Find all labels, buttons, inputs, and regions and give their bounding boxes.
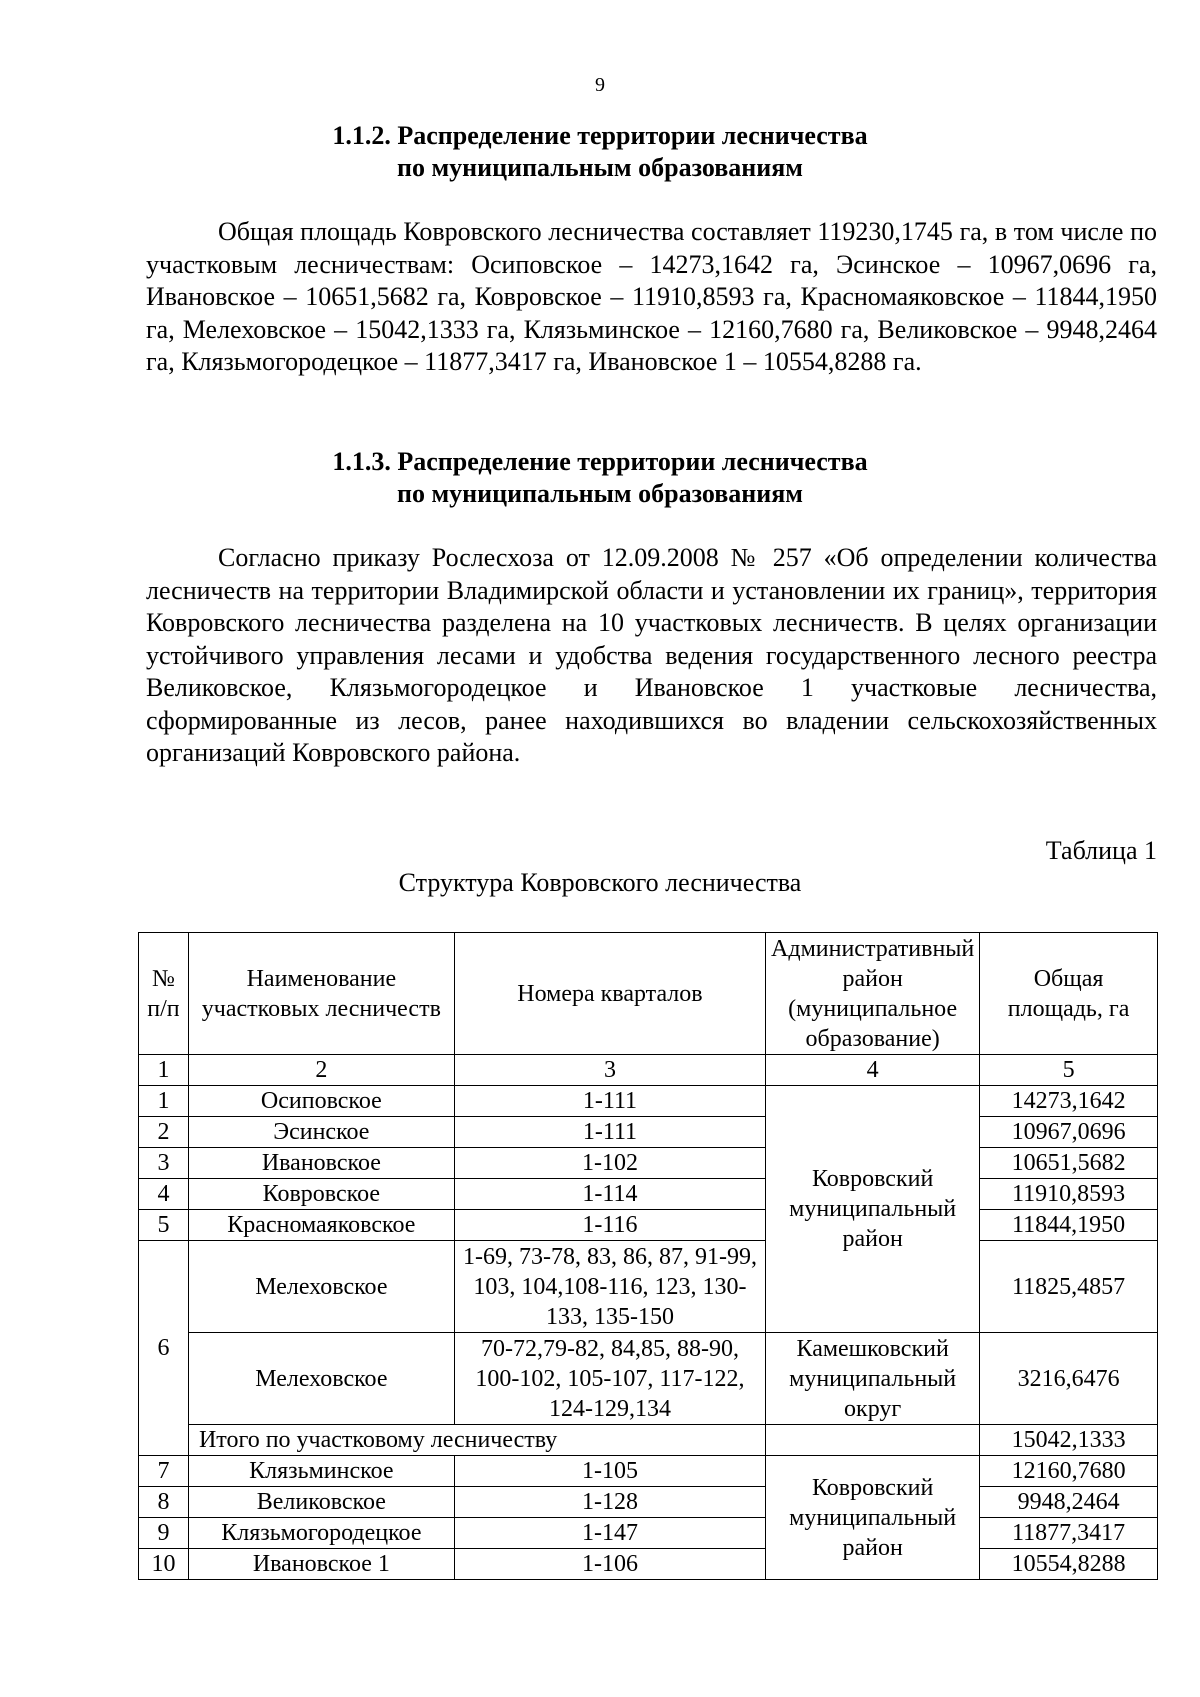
row-num: 7 bbox=[139, 1456, 189, 1487]
row-name: Великовское bbox=[188, 1487, 454, 1518]
table-label: Таблица 1 bbox=[1045, 836, 1157, 865]
header-num: № п/п bbox=[139, 933, 189, 1055]
row-quarters: 1-69, 73-78, 83, 86, 87, 91-99, 103, 104,108-116, 123, 130-133, 135-150 bbox=[454, 1241, 765, 1333]
row-area: 11825,4857 bbox=[980, 1241, 1158, 1333]
column-number: 1 bbox=[139, 1055, 189, 1086]
table-row bbox=[139, 1487, 1158, 1518]
header-area: Общая площадь, га bbox=[980, 933, 1158, 1055]
district-kovrov-1: Ковровский муниципальный район bbox=[766, 1086, 980, 1333]
header-district: Административный район (муниципальное образование) bbox=[766, 933, 980, 1055]
table-row bbox=[139, 1086, 1158, 1117]
header-quarters: Номера кварталов bbox=[454, 933, 765, 1055]
subtotal-district bbox=[766, 1425, 980, 1456]
table-row bbox=[139, 1549, 1158, 1580]
column-number: 4 bbox=[766, 1055, 980, 1086]
table-row bbox=[139, 1117, 1158, 1148]
section-113-title-line2: по муниципальным образованиям bbox=[396, 479, 804, 508]
subtotal-label: Итого по участковому лесничеству bbox=[188, 1425, 765, 1456]
table-row bbox=[139, 1148, 1158, 1179]
column-number-row bbox=[139, 1055, 1158, 1086]
table-row bbox=[139, 1518, 1158, 1549]
section-112-title-line2: по муниципальным образованиям bbox=[396, 153, 804, 182]
row-quarters: 70-72,79-82, 84,85, 88-90, 100-102, 105-107, 117-122, 124-129,134 bbox=[454, 1333, 765, 1425]
row-area: 11844,1950 bbox=[980, 1210, 1158, 1241]
row-num: 3 bbox=[139, 1148, 189, 1179]
row-name: Ковровское bbox=[188, 1179, 454, 1210]
row-num: 8 bbox=[139, 1487, 189, 1518]
row-num: 5 bbox=[139, 1210, 189, 1241]
row-quarters: 1-106 bbox=[454, 1549, 765, 1580]
row-quarters: 1-105 bbox=[454, 1456, 765, 1487]
row-num: 10 bbox=[139, 1549, 189, 1580]
row-area: 3216,6476 bbox=[980, 1333, 1158, 1425]
row-area: 10967,0696 bbox=[980, 1117, 1158, 1148]
structure-table bbox=[138, 932, 1158, 1580]
row-quarters: 1-116 bbox=[454, 1210, 765, 1241]
row-num: 4 bbox=[139, 1179, 189, 1210]
row-quarters: 1-111 bbox=[454, 1086, 765, 1117]
row-area: 12160,7680 bbox=[980, 1456, 1158, 1487]
row-quarters: 1-147 bbox=[454, 1518, 765, 1549]
district-kovrov-2: Ковровский муниципальный район bbox=[766, 1456, 980, 1580]
page-number: 9 bbox=[595, 74, 605, 96]
row-area: 11877,3417 bbox=[980, 1518, 1158, 1549]
column-number: 5 bbox=[980, 1055, 1158, 1086]
table-header-row bbox=[139, 933, 1158, 1055]
row-name: Мелеховское bbox=[188, 1241, 454, 1333]
table-row bbox=[139, 1456, 1158, 1487]
table-row bbox=[139, 1179, 1158, 1210]
row-name: Красномаяковское bbox=[188, 1210, 454, 1241]
row-area: 10651,5682 bbox=[980, 1148, 1158, 1179]
subtotal-row bbox=[139, 1425, 1158, 1456]
row-quarters: 1-114 bbox=[454, 1179, 765, 1210]
row-quarters: 1-111 bbox=[454, 1117, 765, 1148]
row-name: Ивановское bbox=[188, 1148, 454, 1179]
section-113-paragraph: Согласно приказу Рослесхоза от 12.09.2008 № 257 «Об определении количества лесничеств на территории Владимирской области и установлении их границ», территория Ковровского лесничества разделена на 10 участковых лесничеств. В целях организации устойчивого управления лесами и удобства ведения государственного лесного реестра Великовское, Клязьмогородецкое и Ивановское 1 участковые лесничества, сформированные из лесов, ранее находившихся во владении сельскохозяйственных организаций Ковровского района. bbox=[146, 543, 1157, 767]
row-name: Клязьминское bbox=[188, 1456, 454, 1487]
row-quarters: 1-102 bbox=[454, 1148, 765, 1179]
table-row bbox=[139, 1210, 1158, 1241]
row-name: Эсинское bbox=[188, 1117, 454, 1148]
section-112-heading bbox=[0, 120, 1200, 184]
section-112-title-line1: 1.1.2. Распределение территории лесничества bbox=[332, 121, 868, 150]
row-num: 9 bbox=[139, 1518, 189, 1549]
row-num: 6 bbox=[139, 1241, 189, 1456]
row-quarters: 1-128 bbox=[454, 1487, 765, 1518]
row-name: Осиповское bbox=[188, 1086, 454, 1117]
header-name: Наименование участковых лесничеств bbox=[188, 933, 454, 1055]
column-number: 2 bbox=[188, 1055, 454, 1086]
section-113-heading bbox=[0, 446, 1200, 510]
section-112-paragraph: Общая площадь Ковровского лесничества составляет 119230,1745 га, в том числе по участковым лесничествам: Осиповское – 14273,1642 га, Эсинское – 10967,0696 га, Ивановское – 10651,5682 га, Ковровское – 11910,8593 га, Красномаяковское – 11844,1950 га, Мелеховское – 15042,1333 га, Клязьминское – 12160,7680 га, Великовское – 9948,2464 га, Клязьмогородецкое – 11877,3417 га, Ивановское 1 – 10554,8288 га. bbox=[146, 217, 1157, 376]
row-area: 11910,8593 bbox=[980, 1179, 1158, 1210]
column-number: 3 bbox=[454, 1055, 765, 1086]
row-num: 2 bbox=[139, 1117, 189, 1148]
table-row bbox=[139, 1333, 1158, 1425]
row-area: 9948,2464 bbox=[980, 1487, 1158, 1518]
district-kameshkovo: Камешковский муниципальный округ bbox=[766, 1333, 980, 1425]
section-113-title-line1: 1.1.3. Распределение территории лесничества bbox=[332, 447, 868, 476]
row-area: 10554,8288 bbox=[980, 1549, 1158, 1580]
row-name: Мелеховское bbox=[188, 1333, 454, 1425]
table-row bbox=[139, 1241, 1158, 1333]
row-name: Клязьмогородецкое bbox=[188, 1518, 454, 1549]
table-title: Структура Ковровского лесничества bbox=[398, 868, 802, 897]
subtotal-area: 15042,1333 bbox=[980, 1425, 1158, 1456]
row-num: 1 bbox=[139, 1086, 189, 1117]
row-area: 14273,1642 bbox=[980, 1086, 1158, 1117]
row-name: Ивановское 1 bbox=[188, 1549, 454, 1580]
